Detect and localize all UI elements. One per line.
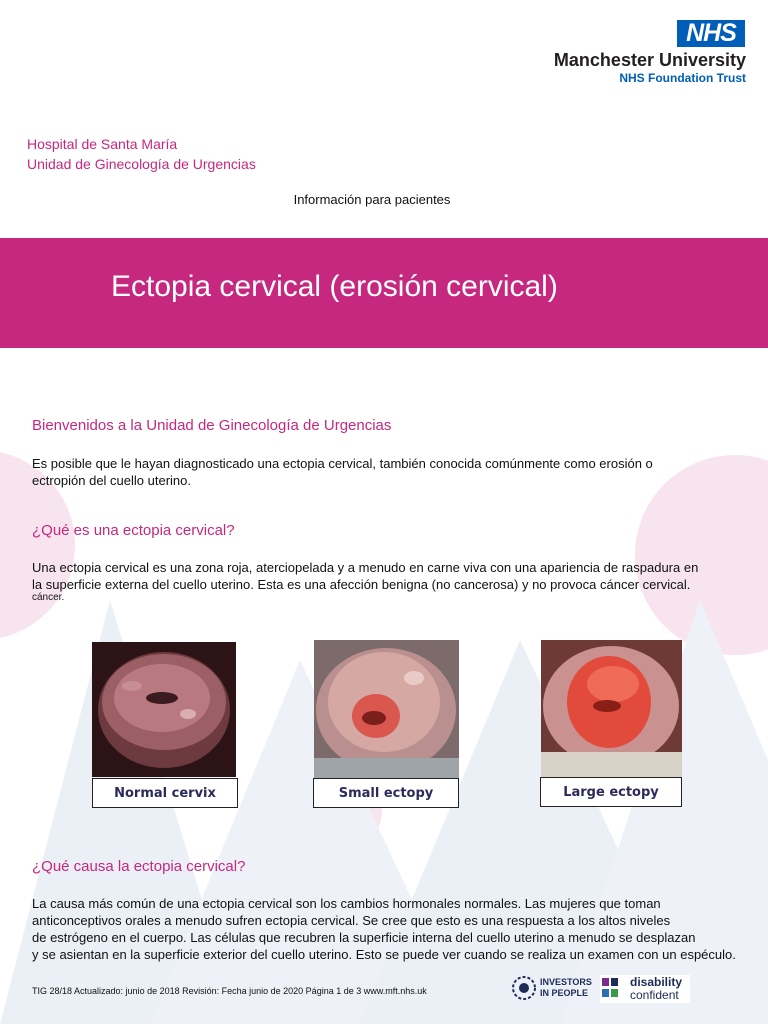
small-ectopy-image [314,640,459,778]
nhs-logo: NHS [677,20,745,47]
normal-cervix-image [92,642,236,777]
what-paragraph [32,559,744,593]
dc-line2: confident [630,988,679,1002]
paragraph-line: ectropión del cuello uterino. [32,473,191,488]
welcome-paragraph [32,455,744,489]
welcome-heading: Bienvenidos a la Unidad de Ginecología de Urgencias [32,417,392,434]
what-heading: ¿Qué es una ectopia cervical? [32,522,235,539]
investors-in-people-icon [511,975,537,1001]
paragraph-line: La causa más común de una ectopia cervical son los cambios hormonales normales. Las mujeres que toman [32,896,661,911]
figure-caption: Normal cervix [92,778,238,808]
figure-caption: Small ectopy [313,778,459,808]
dc-line1: disability [630,975,683,989]
hospital-name: Hospital de Santa María [27,136,178,152]
paragraph-line: de estrógeno en el cuerpo. Las células que recubren la superficie interna del cuello uterino a menudo se desplazan [32,930,696,945]
cause-heading: ¿Qué causa la ectopia cervical? [32,858,246,875]
iip-line1: INVESTORS [540,977,592,987]
paragraph-line: Es posible que le hayan diagnosticado una ectopia cervical, también conocida comúnmente como erosión o [32,456,653,471]
paragraph-line: la superficie externa del cuello uterino. Esta es una afección benigna (no cancerosa) y no provoca cáncer cervical. [32,577,691,592]
unit-name: Unidad de Ginecología de Urgencias [27,156,256,172]
footer-reference: TIG 28/18 Actualizado: junio de 2018 Revisión: Fecha junio de 2020 Página 1 de 3 www.mft.nhs.uk [32,986,427,996]
investors-in-people-logo [511,975,595,1001]
page-title: Ectopia cervical (erosión cervical) [111,270,558,303]
iip-line2: IN PEOPLE [540,988,589,998]
paragraph-line: Una ectopia cervical es una zona roja, aterciopelada y a menudo en carne viva con una apariencia de raspadura en [32,560,699,575]
stray-note: cáncer. [32,592,65,603]
patient-info-label: Información para pacientes [293,192,451,207]
figure-caption: Large ectopy [540,777,682,807]
trust-name: Manchester University [553,50,746,70]
paragraph-line: anticonceptivos orales a menudo sufren ectopia cervical. Se cree que esto es una respuesta a los altos niveles [32,913,671,928]
paragraph-line: y se asientan en la superficie exterior del cuello uterino. Esto se puede ver cuando se realiza un examen con un espéculo. [32,947,736,962]
disability-confident-icon [600,975,628,1001]
large-ectopy-image [541,640,682,777]
cause-paragraph [32,895,744,963]
trust-subtitle: NHS Foundation Trust [619,71,746,85]
disability-confident-logo [600,975,690,1003]
